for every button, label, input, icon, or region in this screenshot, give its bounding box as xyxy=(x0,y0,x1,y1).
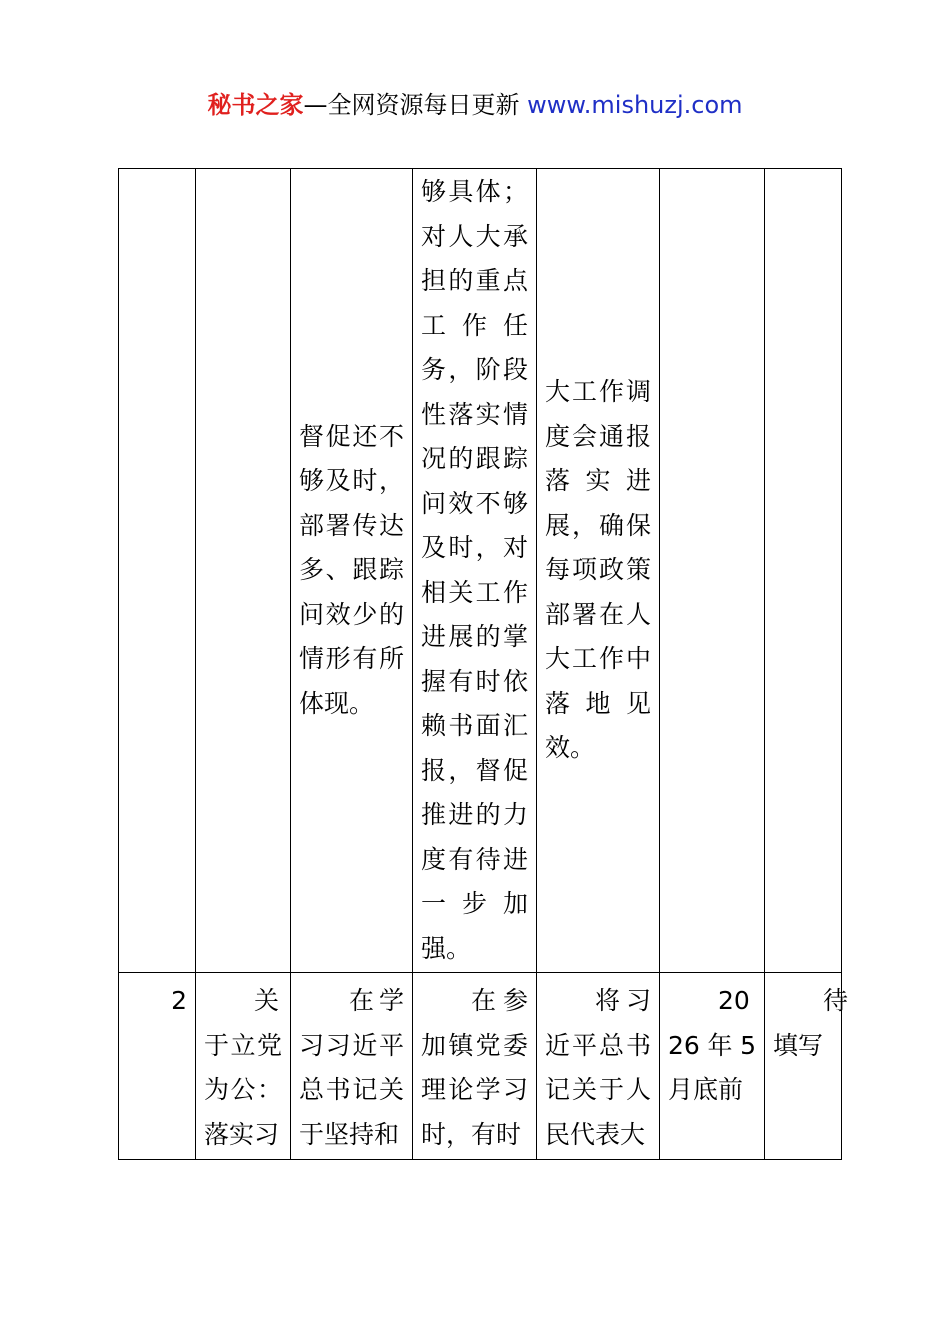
cell-status-text: 待填写 xyxy=(773,986,849,1060)
table-row xyxy=(119,973,842,1160)
table-row xyxy=(119,169,842,973)
cell-deadline xyxy=(660,973,765,1160)
cell-problem: 督促还不够及时，部署传达多、跟踪问效少的情形有所体现。 xyxy=(291,169,413,973)
cell-deadline-text: 2026年5月底前 xyxy=(668,986,756,1104)
site-url[interactable]: www.mishuzj.com xyxy=(527,91,743,119)
cell-topic xyxy=(196,973,291,1160)
cell-index xyxy=(119,169,196,973)
rectification-table xyxy=(118,168,849,1160)
cell-deadline xyxy=(660,169,765,973)
slogan: —全网资源每日更新 xyxy=(303,91,520,119)
cell-description-text: 在参加镇党委理论学习时，有时 xyxy=(421,986,528,1149)
cell-description xyxy=(413,973,537,1160)
cell-topic xyxy=(196,169,291,973)
cell-measures: 大工作调度会通报落实进展，确保每项政策部署在人大工作中落地见效。 xyxy=(537,169,660,973)
cell-status xyxy=(765,973,849,1160)
cell-measures-text: 将习近平总书记关于人民代表大 xyxy=(545,986,651,1149)
cell-topic-text: 关于立党为公：落实习 xyxy=(204,986,282,1149)
cell-description: 够具体；对人大承担的重点工作任务，阶段性落实情况的跟踪问效不够及时，对相关工作进展的掌握有时依赖书面汇报，督促推进的力度有待进一步加强。 xyxy=(413,169,537,973)
cell-problem-text: 在学习习近平总书记关于坚持和 xyxy=(299,986,404,1149)
cell-index: 2 xyxy=(119,973,196,1160)
cell-status xyxy=(765,169,842,973)
page-header xyxy=(0,88,950,122)
cell-problem xyxy=(291,973,413,1160)
brand-name: 秘书之家 xyxy=(207,91,304,119)
cell-measures xyxy=(537,973,660,1160)
